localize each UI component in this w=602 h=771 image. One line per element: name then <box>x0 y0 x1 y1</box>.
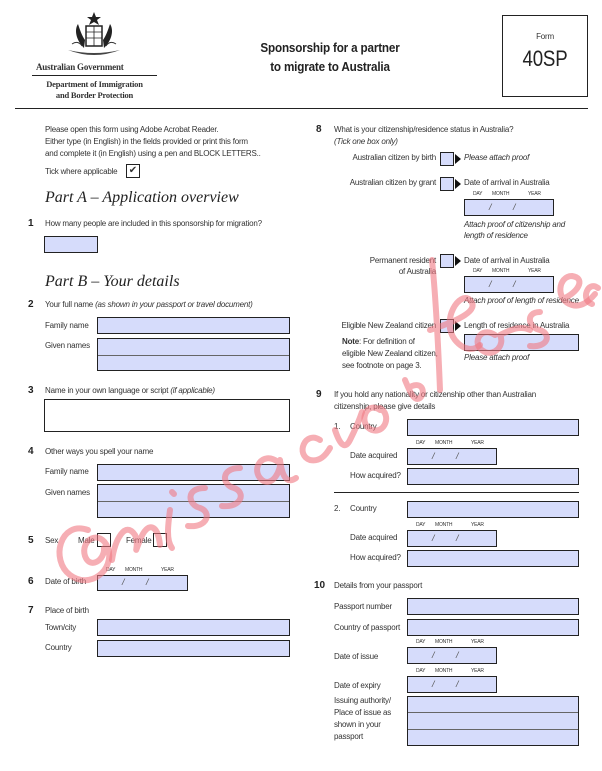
entry-2-country-label: Country <box>350 504 377 513</box>
authority-label-4: passport <box>334 732 364 741</box>
entry-1-country-input[interactable] <box>407 419 579 436</box>
year-label: YEAR <box>161 567 174 573</box>
day-label: DAY <box>416 440 426 446</box>
nz-residence-input[interactable] <box>464 334 579 351</box>
date-separator: / <box>456 451 459 461</box>
pr-arrival-input[interactable] <box>464 276 554 293</box>
date-separator: / <box>456 533 459 543</box>
citizen-birth-checkbox[interactable] <box>440 152 454 166</box>
authority-label-3: shown in your <box>334 720 381 729</box>
day-label: DAY <box>473 191 483 197</box>
date-separator: / <box>432 533 435 543</box>
q10-number: 10 <box>314 580 326 591</box>
day-label: DAY <box>473 268 483 274</box>
tick-label: Tick where applicable <box>45 167 118 176</box>
other-given-names-input[interactable] <box>97 484 290 518</box>
q3-text <box>45 386 215 396</box>
date-separator: / <box>456 650 459 660</box>
dob-label: Date of birth <box>45 577 86 586</box>
arrow-icon <box>455 154 461 164</box>
permanent-resident-checkbox[interactable] <box>440 254 454 268</box>
note-bold: Note <box>342 337 359 346</box>
month-label: MONTH <box>125 567 143 573</box>
header-rule <box>15 108 588 109</box>
form-title-1: Sponsorship for a partner <box>260 40 400 55</box>
year-label: YEAR <box>528 191 541 197</box>
date-separator: / <box>489 202 492 212</box>
intro-line-2: Either type (in English) in the fields provided or print this form <box>45 137 248 146</box>
q8-text: What is your citizenship/residence status in Australia? <box>334 125 514 134</box>
expiry-date-label: Date of expiry <box>334 681 381 690</box>
dept-line-2: and Border Protection <box>55 90 134 100</box>
day-label: DAY <box>416 639 426 645</box>
birth-country-input[interactable] <box>97 640 290 657</box>
date-separator: / <box>122 577 125 587</box>
entry-1-date-label: Date acquired <box>350 451 398 460</box>
q7-text: Place of birth <box>45 606 89 615</box>
q4-text: Other ways you spell your name <box>45 447 154 456</box>
q6-number: 6 <box>28 576 34 587</box>
citizen-grant-label: Australian citizen by grant <box>349 178 436 187</box>
q2-label: Your full name <box>45 300 96 309</box>
note-text: : For definition of <box>358 337 415 346</box>
passport-number-label: Passport number <box>334 602 392 611</box>
date-separator: / <box>489 279 492 289</box>
date-separator: / <box>513 279 516 289</box>
q1-text: How many people are included in this sponsorship for migration? <box>45 219 262 228</box>
year-label: YEAR <box>471 668 484 674</box>
nz-label: Eligible New Zealand citizen <box>341 321 436 330</box>
entry-1-how-label: How acquired? <box>350 471 401 480</box>
year-label: YEAR <box>528 268 541 274</box>
female-label: Female <box>126 536 152 545</box>
day-label: DAY <box>416 668 426 674</box>
tick-example-icon: ✔ <box>126 164 140 178</box>
town-label: Town/city <box>45 623 77 632</box>
grant-proof-note-2: length of residence <box>464 231 528 240</box>
nz-note-1 <box>342 337 415 347</box>
form-number-box <box>502 15 588 97</box>
form-number: 40SP <box>522 46 568 71</box>
q3-label: Name in your own language or script <box>45 386 171 395</box>
year-label: YEAR <box>471 440 484 446</box>
q2-hint: (as shown in your passport or travel document) <box>95 300 253 309</box>
q2-text <box>45 300 253 310</box>
day-label: DAY <box>416 522 426 528</box>
family-name-label: Family name <box>45 321 89 330</box>
birth-proof-note: Please attach proof <box>464 153 530 162</box>
female-checkbox[interactable] <box>153 533 167 547</box>
q9-number: 9 <box>316 389 322 400</box>
entry-1-number: 1. <box>334 422 341 431</box>
q8-hint: (Tick one box only) <box>334 137 398 146</box>
q7-number: 7 <box>28 605 34 616</box>
other-given-names-label: Given names <box>45 488 90 497</box>
date-separator: / <box>432 679 435 689</box>
nz-residence-label: Length of residence in Australia <box>464 321 570 330</box>
people-count-input[interactable] <box>44 236 98 253</box>
entry-2-how-label: How acquired? <box>350 553 401 562</box>
sex-label: Sex <box>45 536 59 545</box>
q1-number: 1 <box>28 218 34 229</box>
authority-label-2: Place of issue as <box>334 708 392 717</box>
entry-1-date-input[interactable] <box>407 448 497 465</box>
q3-hint: (if applicable) <box>170 386 215 395</box>
entry-1-country-label: Country <box>350 422 377 431</box>
row-divider <box>408 729 578 730</box>
entry-2-country-input[interactable] <box>407 501 579 518</box>
expiry-date-input[interactable] <box>407 676 497 693</box>
q9-text-1: If you hold any nationality or citizenship other than Australian <box>334 390 536 399</box>
entry-1-how-input[interactable] <box>407 468 579 485</box>
other-family-name-label: Family name <box>45 467 89 476</box>
dob-input[interactable] <box>97 575 188 591</box>
birth-country-label: Country <box>45 643 72 652</box>
male-label: Male <box>78 536 95 545</box>
arrow-icon <box>455 321 461 331</box>
date-separator: / <box>456 679 459 689</box>
q8-number: 8 <box>316 124 322 135</box>
pr-proof-note: Attach proof of length of residence <box>464 296 579 305</box>
issue-date-label: Date of issue <box>334 652 379 661</box>
arrow-icon <box>455 179 461 189</box>
q9-text-2: citizenship, please give details <box>334 402 436 411</box>
grant-arrival-label: Date of arrival in Australia <box>464 178 550 187</box>
passport-number-input[interactable] <box>407 598 579 615</box>
dept-line-1: Department of Immigration <box>46 79 143 89</box>
month-label: MONTH <box>492 268 510 274</box>
given-names-label: Given names <box>45 341 90 350</box>
q2-number: 2 <box>28 299 34 310</box>
month-label: MONTH <box>435 668 453 674</box>
arrow-icon <box>455 256 461 266</box>
q3-number: 3 <box>28 385 34 396</box>
coat-of-arms-logo <box>64 10 124 62</box>
part-b-heading: Part B – Your details <box>45 273 180 290</box>
form-title-2: to migrate to Australia <box>270 59 390 74</box>
entry-divider <box>334 492 579 493</box>
passport-country-label: Country of passport <box>334 623 401 632</box>
pr-label-2: of Australia <box>398 267 436 276</box>
q5-number: 5 <box>28 535 34 546</box>
intro-line-3: and complete it (in English) using a pen and BLOCK LETTERS.. <box>45 149 261 158</box>
month-label: MONTH <box>435 522 453 528</box>
entry-2-date-label: Date acquired <box>350 533 398 542</box>
date-separator: / <box>146 577 149 587</box>
row-divider <box>408 712 578 713</box>
other-family-name-input[interactable] <box>97 464 290 481</box>
grant-proof-note-1: Attach proof of citizenship and <box>464 220 565 229</box>
form-label: Form <box>536 32 554 41</box>
native-name-input[interactable] <box>44 399 290 432</box>
citizen-birth-label: Australian citizen by birth <box>352 153 436 162</box>
year-label: YEAR <box>471 522 484 528</box>
part-a-heading: Part A – Application overview <box>45 189 239 206</box>
q10-text: Details from your passport <box>334 581 423 590</box>
given-names-input[interactable] <box>97 338 290 371</box>
date-separator: / <box>432 650 435 660</box>
year-label: YEAR <box>471 639 484 645</box>
nz-citizen-checkbox[interactable] <box>440 319 454 333</box>
nz-note-3: see footnote on page 3. <box>342 361 422 370</box>
issue-date-input[interactable] <box>407 647 497 664</box>
authority-label-1: Issuing authority/ <box>334 696 391 705</box>
issuing-authority-input[interactable] <box>407 696 579 746</box>
gov-name: Australian Government <box>36 62 124 72</box>
intro-line-1: Please open this form using Adobe Acrobat Reader. <box>45 125 219 134</box>
month-label: MONTH <box>492 191 510 197</box>
gov-divider <box>32 75 157 76</box>
male-checkbox[interactable] <box>97 533 111 547</box>
entry-2-number: 2. <box>334 504 341 513</box>
pr-label-1: Permanent resident <box>369 256 436 265</box>
month-label: MONTH <box>435 440 453 446</box>
date-separator: / <box>432 451 435 461</box>
town-input[interactable] <box>97 619 290 636</box>
entry-2-how-input[interactable] <box>407 550 579 567</box>
nz-note-2: eligible New Zealand citizen, <box>342 349 438 358</box>
day-label: DAY <box>106 567 116 573</box>
q4-number: 4 <box>28 446 34 457</box>
pr-arrival-label: Date of arrival in Australia <box>464 256 550 265</box>
grant-arrival-input[interactable] <box>464 199 554 216</box>
month-label: MONTH <box>435 639 453 645</box>
passport-country-input[interactable] <box>407 619 579 636</box>
entry-2-date-input[interactable] <box>407 530 497 547</box>
date-separator: / <box>513 202 516 212</box>
family-name-input[interactable] <box>97 317 290 334</box>
citizen-grant-checkbox[interactable] <box>440 177 454 191</box>
nz-proof-note: Please attach proof <box>464 353 530 362</box>
